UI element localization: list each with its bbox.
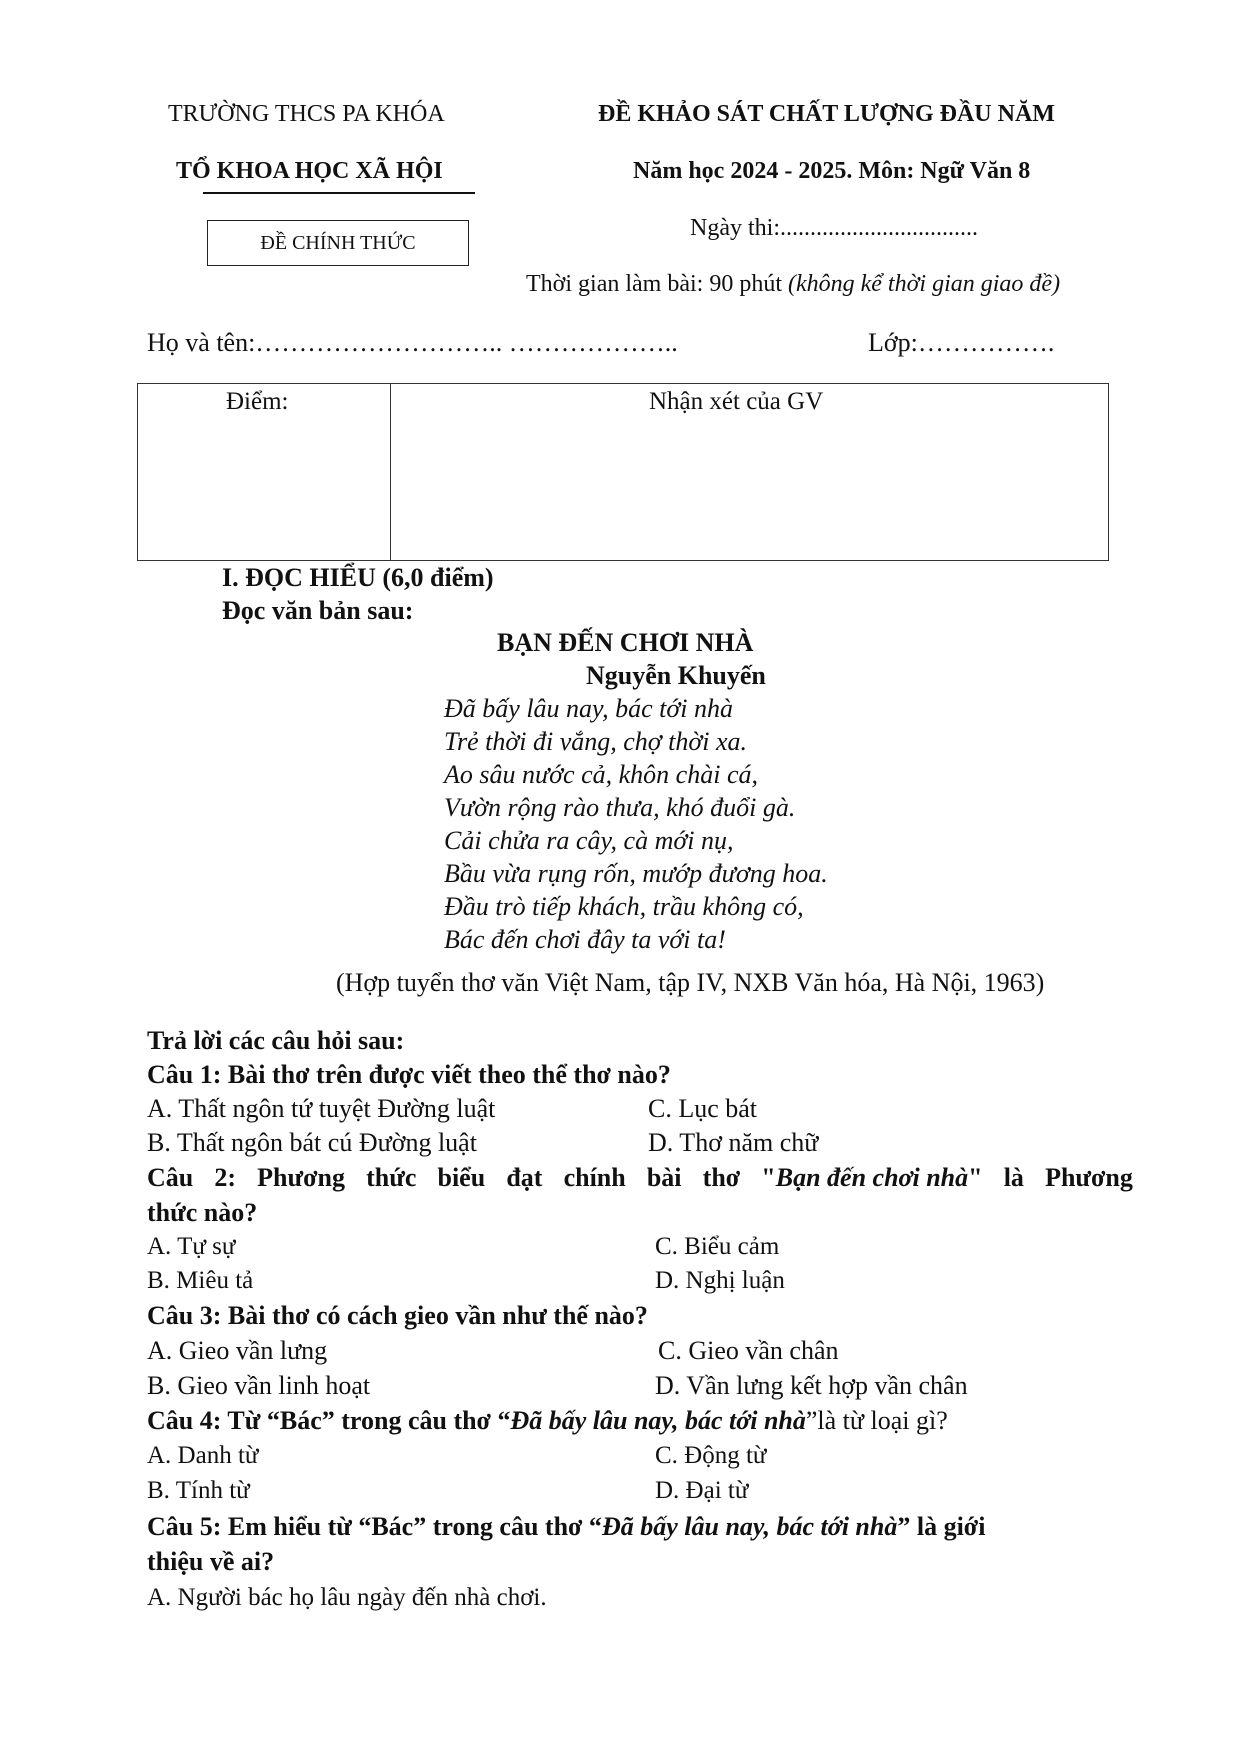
q5-text-end: ” là giới	[897, 1512, 986, 1541]
q2-word: đạt	[506, 1163, 543, 1192]
poem-line: Bác đến chơi đây ta với ta!	[444, 925, 726, 954]
q3-option-a: A. Gieo vần lưng	[147, 1336, 328, 1365]
q2-option-b: B. Miêu tả	[147, 1267, 254, 1294]
q3-option-c: C. Gieo vần chân	[658, 1336, 839, 1365]
q5-text-start: Câu 5: Em hiểu từ “Bác” trong câu thơ “	[147, 1512, 602, 1541]
question-2-line2: thức nào?	[147, 1198, 258, 1227]
poem-line: Vườn rộng rào thưa, khó đuổi gà.	[444, 793, 796, 822]
q2-italic: Bạn đến chơi nhà	[775, 1163, 969, 1192]
q5-option-a: A. Người bác họ lâu ngày đến nhà chơi.	[147, 1584, 547, 1611]
q2-word: chính	[563, 1163, 626, 1192]
q1-option-b: B. Thất ngôn bát cú Đường luật	[147, 1128, 477, 1157]
poem-source: (Hợp tuyển thơ văn Việt Nam, tập IV, NXB Văn hóa, Hà Nội, 1963)	[336, 968, 1045, 997]
q4-option-d: D. Đại từ	[655, 1477, 749, 1504]
q2-word: bài	[646, 1163, 682, 1192]
q3-option-d: D. Vần lưng kết hợp vần chân	[655, 1371, 968, 1400]
poem-line: Ao sâu nước cả, khôn chài cá,	[444, 760, 758, 789]
comment-cell	[391, 384, 1108, 560]
score-table	[137, 383, 1109, 561]
official-label: ĐỀ CHÍNH THỨC	[260, 231, 416, 254]
duration-note: (không kể thời gian giao đề)	[787, 271, 1061, 297]
q2-word: Phương	[1045, 1163, 1133, 1192]
q2-word: 2:	[214, 1163, 237, 1192]
section-heading: I. ĐỌC HIỂU (6,0 điểm)	[222, 563, 494, 592]
q1-option-a: A. Thất ngôn tứ tuyệt Đường luật	[147, 1094, 496, 1123]
question-4	[147, 1406, 948, 1436]
q1-option-c: C. Lục bát	[648, 1094, 758, 1123]
official-badge	[207, 220, 469, 266]
q2-word: biểu	[437, 1163, 486, 1192]
score-cell	[138, 384, 391, 560]
q4-text-start: Câu 4: Từ “Bác” trong câu thơ “	[147, 1406, 511, 1435]
comment-label: Nhận xét của GV	[649, 388, 824, 415]
q2-quoted-title: "Bạn đến chơi nhà"	[761, 1163, 983, 1192]
reading-instruction: Đọc văn bản sau:	[222, 596, 414, 625]
exam-duration	[526, 271, 1060, 298]
score-label: Điểm:	[226, 388, 289, 415]
poem-line: Bầu vừa rụng rốn, mướp đương hoa.	[444, 859, 828, 888]
q2-word: Phương	[257, 1163, 345, 1192]
poem-author: Nguyễn Khuyến	[586, 661, 766, 690]
year-subject: Năm học 2024 - 2025. Môn: Ngữ Văn 8	[633, 158, 1031, 184]
q2-option-d: D. Nghị luận	[655, 1267, 785, 1294]
q2-word: thơ	[702, 1163, 741, 1192]
q2-option-a: A. Tự sự	[147, 1233, 236, 1260]
duration-text: Thời gian làm bài: 90 phút	[526, 271, 788, 297]
q2-word: Câu	[147, 1163, 194, 1192]
q4-option-a: A. Danh từ	[147, 1442, 259, 1469]
department-underline	[203, 192, 475, 194]
q1-option-d: D. Thơ năm chữ	[648, 1128, 819, 1157]
q2-word: là	[1003, 1163, 1024, 1192]
student-name-line: Họ và tên:……………………….. ………………..	[147, 328, 678, 357]
question-5-line2: thiệu về ai?	[147, 1547, 275, 1576]
poem-line: Đã bấy lâu nay, bác tới nhà	[444, 694, 734, 723]
student-class-line: Lớp:…………….	[868, 328, 1055, 357]
questions-intro: Trả lời các câu hỏi sau:	[147, 1026, 405, 1055]
poem-line: Trẻ thời đi vắng, chợ thời xa.	[444, 727, 748, 756]
question-2	[147, 1163, 1133, 1193]
poem-title: BẠN ĐẾN CHƠI NHÀ	[497, 628, 754, 657]
q4-italic: Đã bấy lâu nay, bác tới nhà	[510, 1406, 806, 1435]
poem-line: Đầu trò tiếp khách, trầu không có,	[444, 892, 804, 921]
question-5	[147, 1512, 985, 1542]
q3-option-b: B. Gieo vần linh hoạt	[147, 1371, 371, 1400]
q2-word: thức	[366, 1163, 417, 1192]
q2-option-c: C. Biểu cảm	[655, 1233, 780, 1260]
q4-option-b: B. Tính từ	[147, 1477, 250, 1504]
exam-date: Ngày thi:.................................	[690, 215, 978, 241]
q4-text-end: ”là từ loại gì?	[805, 1406, 948, 1435]
q5-italic: Đã bấy lâu nay, bác tới nhà	[601, 1512, 898, 1541]
question-3: Câu 3: Bài thơ có cách gieo vần như thế nào?	[147, 1301, 648, 1330]
school-name: TRƯỜNG THCS PA KHÓA	[168, 101, 445, 127]
question-1: Câu 1: Bài thơ trên được viết theo thể thơ nào?	[147, 1060, 671, 1089]
department-name: TỔ KHOA HỌC XÃ HỘI	[176, 158, 443, 184]
exam-title: ĐỀ KHẢO SÁT CHẤT LƯỢNG ĐẦU NĂM	[598, 101, 1055, 127]
poem-line: Cải chửa ra cây, cà mới nụ,	[444, 826, 734, 855]
q4-option-c: C. Động từ	[655, 1442, 767, 1469]
